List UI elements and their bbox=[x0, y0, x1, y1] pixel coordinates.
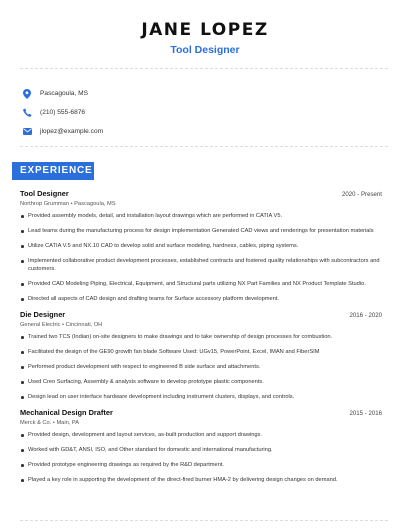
divider bbox=[20, 520, 390, 521]
phone-icon bbox=[22, 108, 32, 118]
job-bullet: Facilitated the design of the GE90 growth fan blade Software Used: UGv15, PowerPoint, Excel, IMAN and FiberSIM bbox=[20, 348, 382, 356]
candidate-name: JANE LOPEZ bbox=[141, 20, 269, 40]
job-entry-title: Die Designer bbox=[20, 310, 66, 319]
job-entry-dates: 2015 - 2016 bbox=[349, 410, 382, 417]
divider bbox=[20, 146, 390, 147]
contact-list bbox=[22, 84, 103, 141]
resume-header bbox=[0, 20, 410, 56]
job-entry-title: Mechanical Design Drafter bbox=[20, 408, 113, 417]
job-bullet: Provided assembly models, detail, and installation layout drawings which are performed in CATIA V5. bbox=[20, 212, 382, 220]
job-entry-company: General Electric • Cincinnati, OH bbox=[20, 322, 103, 328]
job-bullet: Performed product development with respect to engineered B side surface and attachments. bbox=[20, 363, 382, 371]
contact-location bbox=[22, 84, 103, 103]
job-bullet: Trained two TCS (Indian) on-site designers to make drawings and to take ownership of design processes for combustion. bbox=[20, 333, 382, 341]
job-bullet: Implemented collaborative product development processes, established contracts and fostered quality relationships with subcontractors and customers. bbox=[20, 257, 382, 273]
job-entry-title: Tool Designer bbox=[20, 189, 69, 198]
job-entry bbox=[20, 408, 382, 484]
job-bullet: Lead teams during the manufacturing process for design implementation Generated CAD views and renderings for presentation materials bbox=[20, 227, 382, 235]
experience-list bbox=[20, 189, 382, 491]
job-bullet: Provided design, development and layout services, as-built production and support drawings. bbox=[20, 431, 382, 439]
job-bullet: Provided prototype engineering drawings as required by the R&D department. bbox=[20, 461, 382, 469]
divider bbox=[20, 68, 390, 69]
contact-phone bbox=[22, 103, 103, 122]
job-title: Tool Designer bbox=[170, 44, 240, 56]
job-entry-dates: 2020 - Present bbox=[342, 191, 382, 198]
job-bullet: Used Creo Surfacing, Assembly & analysis software to develop prototype plastic components. bbox=[20, 378, 382, 386]
contact-email bbox=[22, 122, 103, 141]
job-bullet: Directed all aspects of CAD design and drafting teams for Surface accessory platform development. bbox=[20, 295, 382, 303]
contact-email-text: jlopez@example.com bbox=[40, 128, 104, 135]
job-bullet: Worked with GD&T, ANSI, ISO, and Other standard for domestic and international manufacturing. bbox=[20, 446, 382, 454]
location-pin-icon bbox=[22, 89, 32, 99]
job-entry-company: Northrop Grumman • Pascagoula, MS bbox=[20, 201, 116, 207]
job-entry bbox=[20, 189, 382, 303]
experience-heading: EXPERIENCE bbox=[12, 162, 94, 180]
job-entry-company: Merck & Co. • Main, PA bbox=[20, 420, 80, 426]
job-bullet: Played a key role in supporting the development of the direct-fired burner HMA-2 by delivering design changes on demand. bbox=[20, 476, 382, 484]
contact-phone-text: (210) 555-6876 bbox=[40, 109, 86, 116]
envelope-icon bbox=[22, 127, 32, 137]
job-entry bbox=[20, 310, 382, 401]
contact-location-text: Pascagoula, MS bbox=[40, 90, 89, 97]
job-bullet: Provided CAD Modeling Piping, Electrical, Equipment, and Structural parts utilizing NX Part Families and NX Product Template Studio. bbox=[20, 280, 382, 288]
job-bullet: Utilize CATIA V.5 and NX.10 CAD to develop solid and surface modeling, hardness, cables, piping systems. bbox=[20, 242, 382, 250]
job-bullet: Design lead on user interface hardware development including instrument clusters, displays, and controls. bbox=[20, 393, 382, 401]
job-entry-dates: 2016 - 2020 bbox=[349, 312, 382, 319]
